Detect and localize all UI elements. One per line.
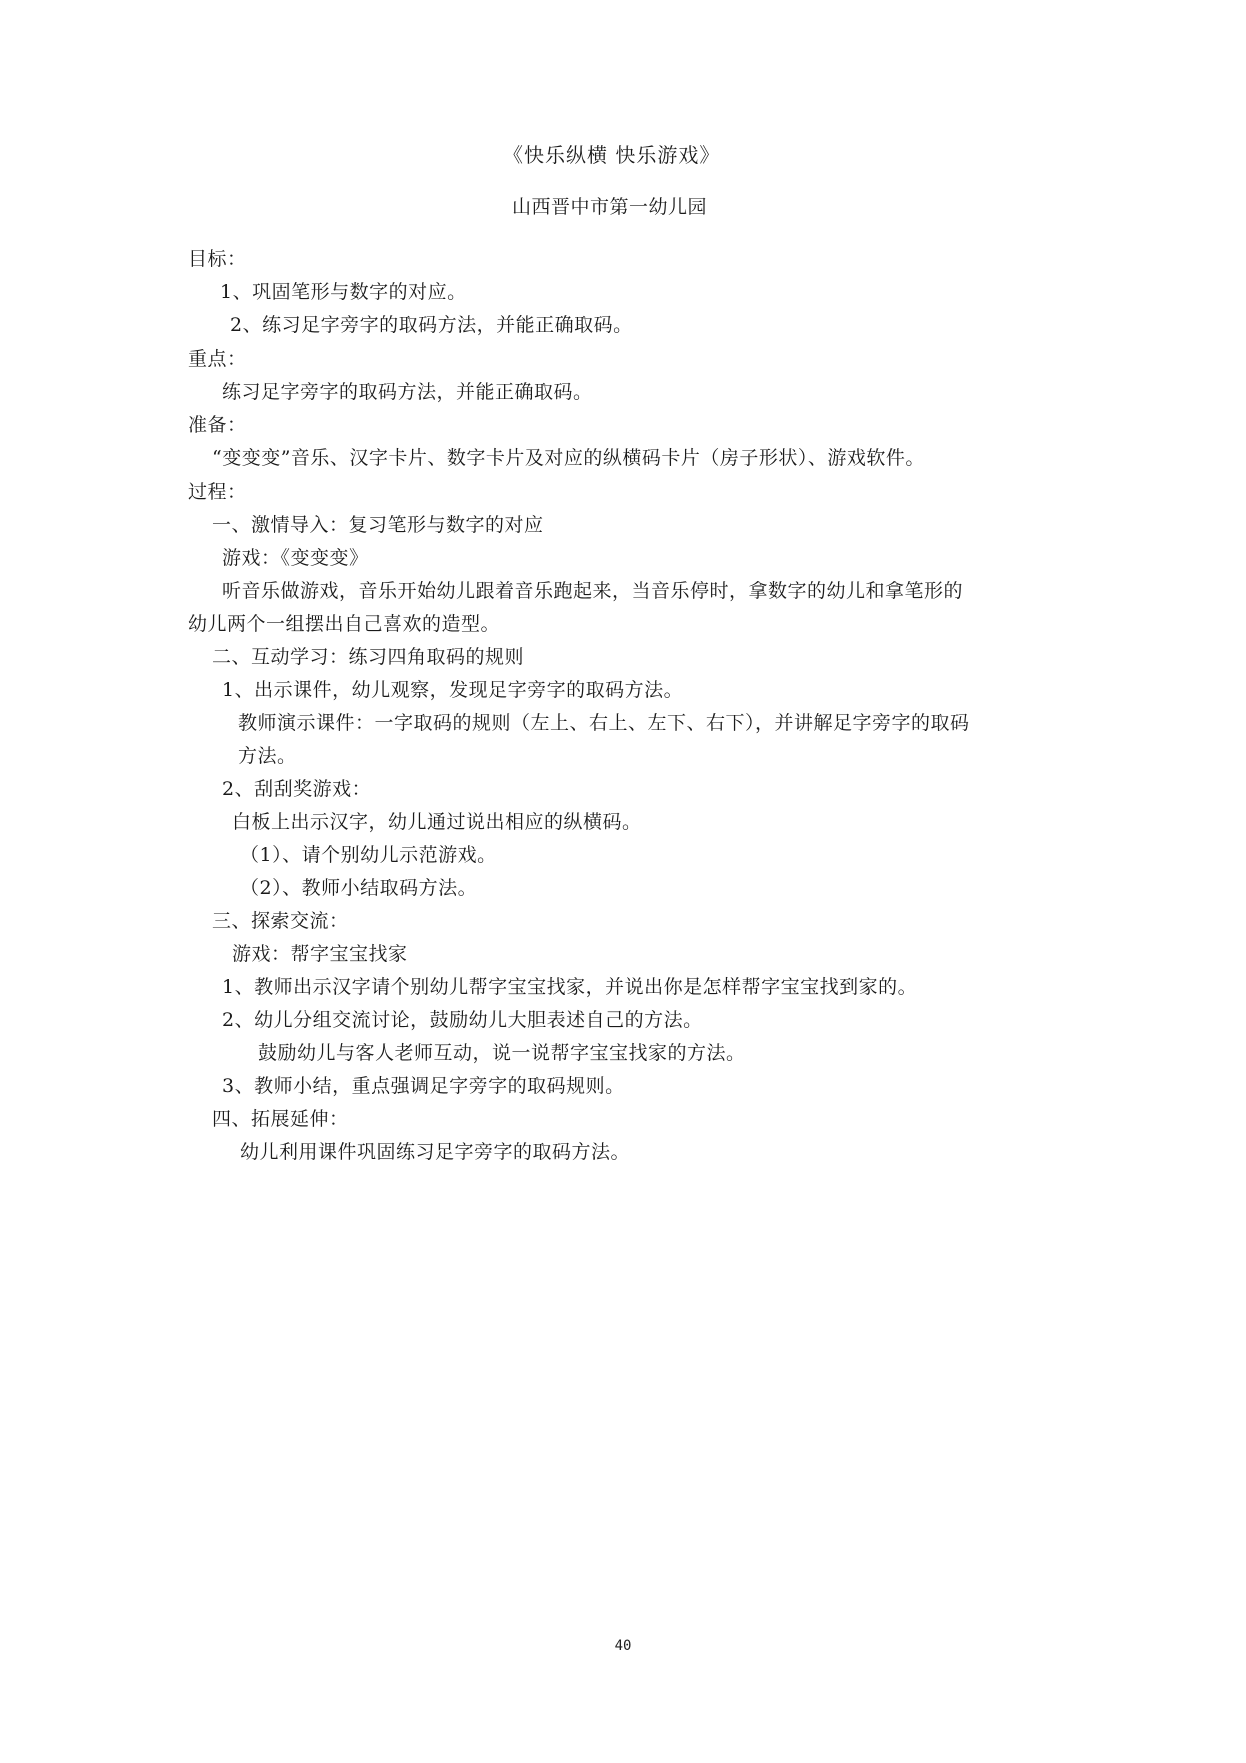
process-text: 2、幼儿分组交流讨论，鼓励幼儿大胆表述自己的方法。 — [222, 1009, 703, 1031]
process-text: 幼儿两个一组摆出自己喜欢的造型。 — [188, 613, 501, 635]
process-text: 方法。 — [238, 745, 297, 767]
process-step-heading: 二、互动学习：练习四角取码的规则 — [212, 646, 525, 668]
section-heading-preparation: 准备： — [188, 414, 247, 436]
process-text: 3、教师小结，重点强调足字旁字的取码规则。 — [222, 1075, 625, 1097]
preparation-text: “变变变”音乐、汉字卡片、数字卡片及对应的纵横码卡片（房子形状）、游戏软件。 — [212, 447, 925, 469]
document-author: 山西晋中市第一幼儿园 — [512, 196, 708, 218]
process-step-heading: 一、激情导入：复习笔形与数字的对应 — [212, 514, 544, 536]
process-text: 听音乐做游戏，音乐开始幼儿跟着音乐跑起来，当音乐停时，拿数字的幼儿和拿笔形的 — [222, 580, 964, 602]
process-text: 教师演示课件：一字取码的规则（左上、右上、左下、右下），并讲解足字旁字的取码 — [238, 712, 970, 734]
document-title: 《快乐纵横 快乐游戏》 — [503, 143, 721, 167]
process-text: 2、刮刮奖游戏： — [222, 778, 372, 800]
section-heading-goals: 目标： — [188, 248, 247, 270]
process-text: （1）、请个别幼儿示范游戏。 — [240, 844, 497, 866]
process-step-heading: 四、拓展延伸： — [212, 1108, 349, 1130]
section-heading-focus: 重点： — [188, 348, 247, 370]
section-heading-process: 过程： — [188, 481, 247, 503]
goal-item: 2、练习足字旁字的取码方法，并能正确取码。 — [230, 314, 633, 336]
process-text: 1、教师出示汉字请个别幼儿帮字宝宝找家，并说出你是怎样帮字宝宝找到家的。 — [222, 976, 918, 998]
page-number: 40 — [614, 1638, 632, 1654]
process-text: 游戏：《变变变》 — [222, 547, 369, 569]
process-text: （2）、教师小结取码方法。 — [240, 877, 478, 899]
process-text: 鼓励幼儿与客人老师互动，说一说帮字宝宝找家的方法。 — [258, 1042, 746, 1064]
process-text: 游戏：帮字宝宝找家 — [232, 943, 408, 965]
goal-item: 1、巩固笔形与数字的对应。 — [220, 281, 467, 303]
process-text: 1、出示课件，幼儿观察，发现足字旁字的取码方法。 — [222, 679, 684, 701]
process-text: 幼儿利用课件巩固练习足字旁字的取码方法。 — [240, 1141, 631, 1163]
process-text: 白板上出示汉字，幼儿通过说出相应的纵横码。 — [232, 811, 642, 833]
process-step-heading: 三、探索交流： — [212, 910, 349, 932]
focus-text: 练习足字旁字的取码方法，并能正确取码。 — [222, 381, 593, 403]
